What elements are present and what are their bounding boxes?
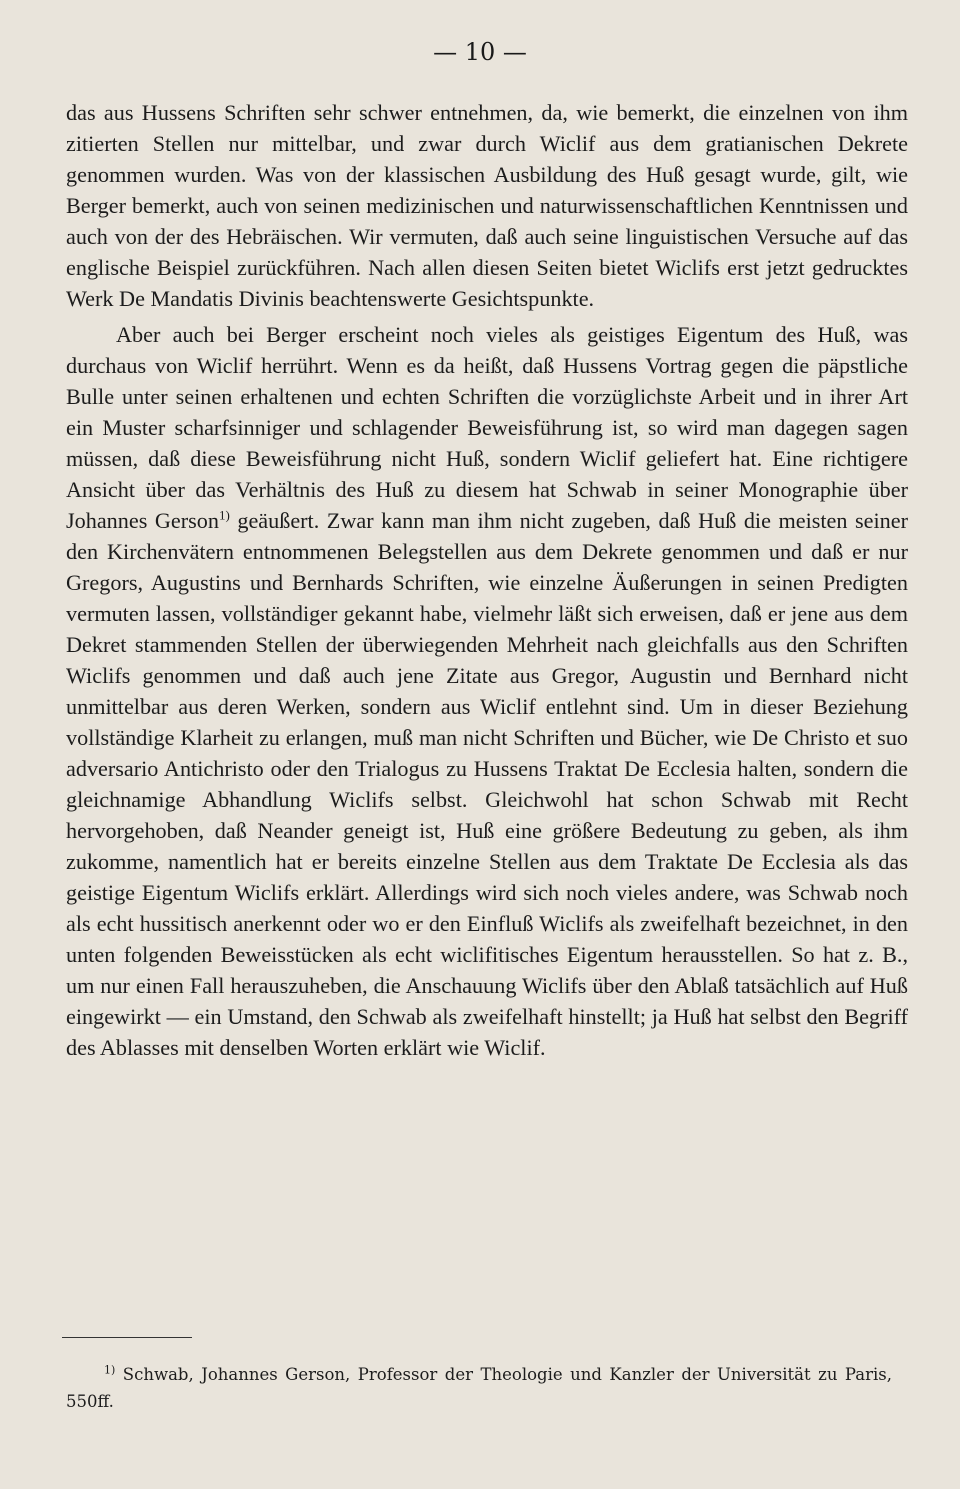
paragraph-1: das aus Hussens Schriften sehr schwer entnehmen, da, wie bemerkt, die einzelnen von ihm zitierten Stellen nur mittelbar, und zwar durch Wiclif aus dem gratianischen Dekrete genommen wurden. Was von der klassischen Ausbildung des Huß gesagt wurde, gilt, wie Berger bemerkt, auch von seinen medizinischen und naturwissenschaftlichen Kenntnissen und auch von der des Hebräischen. Wir vermuten, daß auch seine linguistischen Versuche auf das englische Beispiel zurückführen. Nach allen diesen Seiten bietet Wiclifs erst jetzt gedrucktes Werk De Mandatis Divinis beachtenswerte Gesichtspunkte.	[66, 100, 908, 311]
footnote-reference: 1)	[218, 507, 230, 523]
paragraph-2-part-2: geäußert. Zwar kann man ihm nicht zugeben, daß Huß die meisten seiner den Kirchenvätern entnommenen Belegstellen aus dem Dekrete genommen und daß er nur Gregors, Augustins und Bernhards Schriften, wie einzelne Äußerungen in seinen Predigten vermuten lassen, vollständiger gekannt habe, vielmehr läßt sich erweisen, daß er jene aus dem Dekret stammenden Stellen der überwiegenden Mehrheit nach gleichfalls aus den Schriften Wiclifs genommen und daß auch jene Zitate aus Gregor, Augustin und Bernhard nicht unmittelbar aus deren Werken, sondern aus Wiclif entlehnt sind. Um in dieser Beziehung vollständige Klarheit zu erlangen, muß man nicht Schriften und Bücher, wie De Christo et suo adversario Antichristo oder den Trialogus zu Hussens Traktat De Ecclesia halten, sondern die gleichnamige Abhandlung Wiclifs selbst. Gleichwohl hat schon Schwab mit Recht hervorgehoben, daß Neander geneigt ist, Huß eine größere Bedeutung zu geben, als ihm zukomme, namentlich hat er bereits einzelne Stellen aus dem Traktate De Ecclesia als das geistige Eigentum Wiclifs erklärt. Allerdings wird sich noch vieles andere, was Schwab noch als echt hussitisch anerkennt oder wo er den Einfluß Wiclifs als zweifelhaft bezeichnet, in den unten folgenden Beweisstücken als echt wiclifitisches Eigentum herausstellen. So hat z. B., um nur einen Fall herauszuheben, die Anschauung Wiclifs über den Ablaß tatsächlich auf Huß eingewirkt — ein Umstand, den Schwab als zweifelhaft hinstellt; ja Huß hat selbst den Begriff des Ablasses mit denselben Worten erklärt wie Wiclif.	[66, 508, 908, 1060]
footnote-divider	[62, 1337, 192, 1338]
paragraph-2	[66, 319, 908, 1063]
footnote-text: Schwab, Johannes Gerson, Professor der Theologie und Kanzler der Universität zu Paris, 550ff.	[66, 1365, 892, 1411]
main-text	[66, 97, 908, 1063]
paragraph-2-part-1: Aber auch bei Berger erscheint noch vieles als geistiges Eigentum des Huß, was durchaus von Wiclif herrührt. Wenn es da heißt, daß Hussens Vortrag gegen die päpstliche Bulle unter seinen erhaltenen und echten Schriften die vorzüglichste Arbeit und in ihrer Art ein Muster scharfsinniger und schlagender Beweisführung ist, so wird man dagegen sagen müssen, daß diese Beweisführung nicht Huß, sondern Wiclif geliefert hat. Eine richtigere Ansicht über das Verhältnis des Huß zu diesem hat Schwab in seiner Monographie über Johannes Gerson	[66, 322, 908, 533]
page-number-header: — 10 —	[433, 38, 527, 66]
footnote	[66, 1361, 892, 1415]
footnote-marker: 1)	[104, 1363, 116, 1377]
